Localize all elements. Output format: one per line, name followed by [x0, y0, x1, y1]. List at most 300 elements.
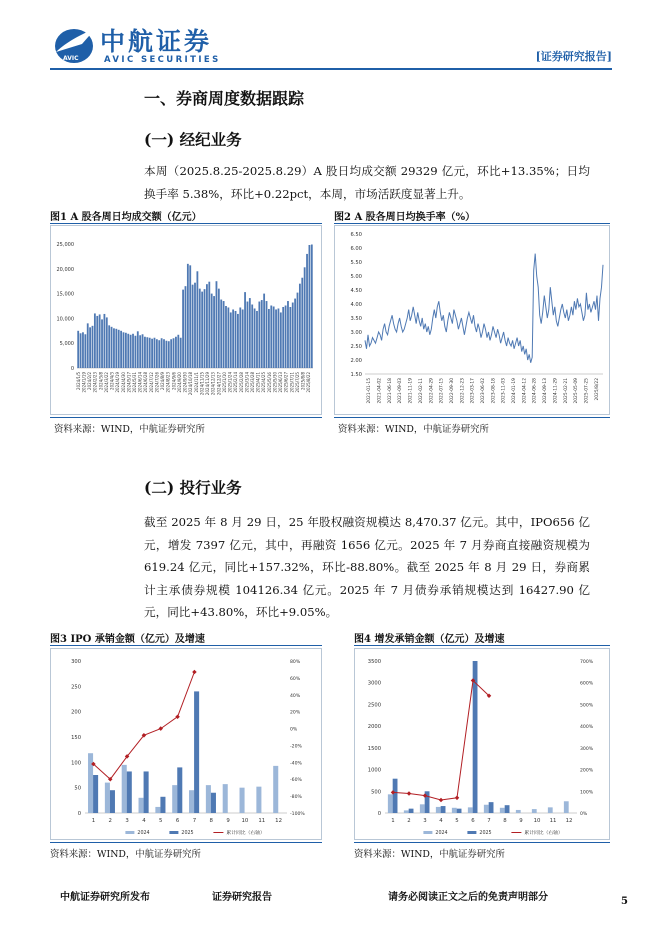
fig3-source: 资料来源：WIND，中航证券研究所: [50, 849, 201, 860]
fig1-bar: [146, 337, 148, 368]
fig3-y-tick-label: 150: [71, 735, 81, 741]
fig1-bar: [139, 335, 141, 368]
fig1-bar: [187, 264, 189, 368]
fig1-bar: [266, 301, 268, 368]
fig2-series-line: [365, 254, 603, 363]
fig4-title-rule: [354, 645, 610, 646]
fig3-bar-2025: [177, 767, 182, 813]
fig1-x-tick-label: 2025/8/22: [306, 372, 312, 393]
fig1-x-tick-label: 2025/6/27: [283, 372, 289, 393]
fig1-bar: [137, 331, 139, 368]
fig4-frame: [354, 648, 610, 840]
fig4-x-tick-label: 2: [407, 818, 411, 824]
fig1-bar: [149, 338, 151, 368]
fig3-y2-tick-label: 60%: [290, 676, 301, 682]
plane-emblem-icon: [52, 22, 98, 68]
fig1-x-tick-label: 2024/11/1: [193, 372, 199, 393]
fig1-bar: [158, 340, 160, 368]
fig3-y2-tick-label: 80%: [290, 660, 301, 665]
fig1-x-tick-label: 2025/2/28: [238, 372, 244, 393]
fig1-bar: [99, 314, 101, 368]
fig4-y2-tick-label: 200%: [580, 768, 594, 774]
fig1-x-tick-label: 2024/4/19: [115, 372, 121, 393]
fig2-title: 图2 A 股各周日均换手率（%）: [334, 212, 476, 223]
fig3-x-tick-label: 11: [258, 818, 266, 824]
fig4-cum-yoy-point: [455, 796, 460, 801]
fig1-bar: [82, 332, 84, 368]
fig1-bar: [87, 323, 89, 368]
fig1-x-tick-label: 2024/9/30: [182, 372, 188, 393]
fig1-chart: [51, 226, 321, 414]
fig4-x-tick-label: 8: [503, 818, 507, 824]
fig2-x-tick-label: 2021-11-19: [408, 378, 414, 404]
fig2-x-tick-label: 2022-12-23: [460, 378, 466, 404]
fig3-y2-tick-label: -20%: [290, 744, 302, 750]
fig4-bar-2024: [388, 794, 393, 813]
fig1-x-tick-label: 2024/12/13: [210, 372, 216, 396]
fig4-title: 图4 增发承销金额（亿元）及增速: [354, 634, 505, 645]
footer-report-type: 证券研究报告: [212, 892, 272, 903]
fig2-x-tick-label: 2024-04-12: [522, 378, 528, 404]
fig4-x-tick-label: 11: [549, 818, 557, 824]
fig3-y-tick-label: 200: [71, 709, 81, 716]
fig4-y2-tick-label: 100%: [580, 790, 594, 796]
fig2-y-tick-label: 3.50: [350, 316, 362, 322]
fig1-bar: [130, 335, 132, 368]
fig1-x-tick-label: 2025/4/25: [261, 372, 267, 393]
fig1-y-tick-label: 10,000: [56, 316, 74, 323]
fig1-bar: [244, 292, 246, 368]
fig3-bar-2025: [93, 775, 98, 813]
fig1-bar: [251, 305, 253, 368]
fig1-x-tick-label: 2024/3/8: [98, 372, 104, 390]
fig2-source: 资料来源：WIND，中航证券研究所: [338, 424, 489, 435]
fig4-y2-tick-label: 300%: [580, 746, 594, 752]
fig1-bar: [230, 312, 232, 368]
fig1-bar: [268, 309, 270, 368]
fig4-bar-2024: [484, 805, 489, 813]
fig1-bar: [249, 298, 251, 368]
fig4-bar-2025: [393, 779, 398, 813]
fig1-bar: [311, 244, 313, 368]
fig2-x-tick-label: 2021-09-03: [398, 378, 404, 404]
fig1-bar: [297, 293, 299, 368]
fig4-bar-2025: [489, 802, 494, 813]
fig1-bar: [278, 308, 280, 368]
fig1-bar: [242, 309, 244, 368]
fig3-title: 图3 IPO 承销金额（亿元）及增速: [50, 634, 205, 645]
fig3-bar-2024: [139, 798, 144, 813]
fig3-y-tick-label: 0: [77, 811, 81, 817]
fig2-y-tick-label: 6.00: [350, 246, 362, 252]
fig1-bar: [189, 265, 191, 368]
fig3-bar-2024: [240, 788, 245, 813]
brokerage-paragraph: 本周（2025.8.25-2025.8.29）A 股日均成交额 29329 亿元，环比+13.35%；日均换手率 5.38%，环比+0.22pct，本周，市场活跃度显著上升。: [144, 164, 590, 201]
subsection-heading-ib: (二) 投行业务: [144, 478, 242, 497]
fig2-x-tick-label: 2025/8/22: [594, 378, 600, 401]
fig1-x-tick-label: 2024/1/19: [81, 372, 87, 393]
fig3-legend-swatch: [169, 831, 178, 834]
fig2-y-tick-label: 5.00: [350, 274, 362, 280]
company-logo: [52, 22, 232, 68]
fig1-bar: [96, 316, 98, 368]
fig2-y-tick-label: 4.50: [350, 288, 362, 294]
fig2-x-tick-label: 2025-07-25: [584, 378, 590, 404]
fig2-x-tick-label: 2022-02-11: [418, 378, 424, 404]
fig1-bar: [270, 306, 272, 368]
fig4-bar-2024: [516, 810, 521, 813]
fig4-x-tick-label: 7: [487, 818, 491, 824]
fig3-x-tick-label: 2: [108, 818, 112, 824]
fig1-x-tick-label: 2024/11/15: [199, 372, 205, 396]
fig3-chart: [51, 649, 321, 839]
fig2-x-tick-label: 2023-11-03: [501, 378, 507, 404]
fig1-bar: [134, 336, 136, 368]
fig2-y-tick-label: 2.00: [350, 358, 362, 364]
fig4-bar-2024: [468, 807, 473, 813]
fig1-bar: [182, 290, 184, 368]
fig4-y-tick-label: 1000: [367, 767, 381, 774]
fig1-bar: [185, 286, 187, 368]
fig4-y-tick-label: 2000: [367, 724, 381, 731]
fig4-x-tick-label: 9: [519, 818, 523, 824]
fig4-x-tick-label: 12: [565, 818, 573, 824]
fig1-bar: [282, 307, 284, 368]
fig1-x-tick-label: 2025/5/16: [266, 372, 272, 393]
fig4-bar-2024: [436, 807, 441, 813]
fig1-bar: [218, 289, 220, 368]
fig4-bottom-rule: [354, 842, 610, 843]
fig1-x-tick-label: 2025/3/14: [244, 372, 250, 393]
fig3-bar-2025: [127, 771, 132, 813]
fig1-bar: [115, 329, 117, 368]
fig1-x-tick-label: 2024/1/5: [75, 372, 81, 390]
fig1-bar: [247, 302, 249, 368]
fig1-bar: [232, 309, 234, 368]
fig2-y-tick-label: 4.00: [350, 302, 362, 308]
fig3-bar-2024: [206, 785, 211, 813]
fig2-x-tick-label: 2024-09-13: [543, 378, 549, 404]
fig4-bar-2024: [500, 808, 505, 813]
fig1-bar: [237, 314, 239, 368]
fig4-x-tick-label: 6: [471, 818, 475, 824]
fig1-bar: [151, 339, 153, 368]
fig1-bar: [196, 271, 198, 368]
fig4-x-tick-label: 3: [423, 818, 427, 824]
fig1-bar: [299, 284, 301, 368]
page-number: 5: [621, 896, 628, 907]
fig1-y-tick-label: 0: [70, 366, 74, 372]
fig1-bar: [301, 278, 303, 368]
fig4-legend-label: 累计同比（右轴）: [524, 831, 563, 836]
fig1-bar: [258, 302, 260, 368]
fig1-bar: [77, 331, 79, 368]
fig2-y-tick-label: 1.50: [350, 372, 362, 378]
fig4-x-tick-label: 5: [455, 818, 459, 824]
fig1-x-tick-label: 2024/7/12: [148, 372, 154, 393]
fig1-bar: [275, 309, 277, 368]
fig1-bar: [285, 306, 287, 368]
fig1-x-tick-label: 2024/5/31: [132, 372, 137, 393]
fig3-x-tick-label: 4: [142, 818, 146, 824]
fig2-x-tick-label: 2024-11-29: [553, 378, 559, 404]
fig1-bar: [213, 296, 215, 368]
fig1-x-tick-label: 2025/7/11: [289, 372, 295, 393]
fig3-y2-tick-label: 0%: [290, 727, 298, 733]
fig3-cum-yoy-point: [192, 670, 197, 675]
fig1-bar: [120, 331, 122, 368]
header-divider: [50, 68, 612, 70]
fig1-source: 资料来源：WIND，中航证券研究所: [54, 424, 205, 435]
fig1-x-tick-label: 2024/9/6: [171, 372, 177, 390]
fig4-y2-tick-label: 0%: [580, 812, 588, 817]
fig1-bar: [118, 330, 120, 368]
fig3-bar-2024: [88, 753, 93, 813]
fig1-x-tick-label: 2024/4/3: [109, 372, 115, 390]
fig1-bar: [289, 307, 291, 368]
fig1-bar: [89, 327, 91, 368]
fig1-y-tick-label: 20,000: [56, 266, 74, 273]
fig3-bar-2024: [172, 785, 177, 813]
fig1-x-tick-label: 2024/8/9: [160, 372, 166, 390]
logo-chinese-name: 中航证券: [100, 27, 213, 56]
fig2-y-tick-label: 6.50: [350, 232, 362, 238]
fig4-bar-2025: [457, 809, 462, 813]
fig1-x-tick-label: 2024/7/26: [154, 372, 160, 393]
fig3-y2-tick-label: -100%: [290, 812, 305, 817]
fig3-bottom-rule: [50, 842, 322, 843]
fig2-bottom-rule: [334, 417, 610, 418]
fig4-source: 资料来源：WIND，中航证券研究所: [354, 849, 505, 860]
fig1-bar: [239, 307, 241, 368]
fig2-y-tick-label: 3.00: [350, 330, 362, 336]
fig2-y-tick-label: 5.50: [350, 260, 362, 266]
logo-badge: AVIC: [63, 55, 79, 62]
fig4-y-tick-label: 1500: [367, 745, 381, 752]
fig1-bar: [173, 338, 175, 368]
fig3-x-tick-label: 5: [159, 818, 163, 824]
fig3-bar-2024: [155, 807, 160, 813]
fig1-bar: [280, 312, 282, 368]
fig4-x-tick-label: 1: [391, 818, 395, 824]
fig1-bar: [254, 308, 256, 368]
fig4-y2-tick-label: 600%: [580, 681, 594, 687]
fig2-x-tick-label: 2021-04-02: [377, 378, 383, 404]
fig4-legend-label: 2024: [435, 831, 448, 836]
fig1-bar: [104, 314, 106, 368]
fig3-x-tick-label: 3: [125, 818, 129, 824]
fig3-bar-2025: [160, 797, 165, 813]
section-heading: 一、券商周度数据跟踪: [144, 89, 305, 108]
fig2-x-tick-label: 2025-02-21: [563, 378, 569, 404]
fig3-cum-yoy-line: [93, 672, 194, 779]
fig1-bar: [192, 285, 194, 368]
fig1-bar: [80, 333, 82, 368]
fig4-x-tick-label: 10: [533, 818, 541, 824]
fig4-x-tick-label: 4: [439, 818, 443, 824]
fig1-bar: [208, 282, 210, 368]
fig1-x-tick-label: 2025/1/24: [227, 372, 233, 393]
fig1-bar: [168, 341, 170, 368]
fig1-bar: [206, 284, 208, 368]
fig2-x-tick-label: 2024-06-28: [532, 378, 538, 404]
subsection-heading-brokerage: (一) 经纪业务: [144, 130, 242, 149]
fig1-bar: [273, 306, 275, 368]
fig1-bar: [161, 338, 163, 368]
fig1-bar: [177, 335, 179, 368]
fig3-x-tick-label: 6: [175, 818, 180, 824]
fig3-y2-tick-label: -40%: [290, 761, 302, 767]
fig1-x-tick-label: 2025/3/28: [250, 372, 255, 393]
fig1-x-tick-label: 2024/5/17: [126, 372, 132, 393]
fig1-bar: [256, 311, 258, 368]
fig1-bar: [216, 281, 218, 368]
fig1-bar: [123, 332, 125, 368]
fig1-title: 图1 A 股各周日均成交额（亿元）: [50, 212, 202, 223]
fig2-x-tick-label: 2023-08-18: [491, 378, 497, 404]
fig4-legend-label: 2025: [479, 831, 492, 836]
fig4-y-tick-label: 2500: [367, 702, 381, 709]
fig3-x-tick-label: 1: [91, 818, 96, 824]
fig2-x-tick-label: 2025-05-09: [574, 378, 580, 404]
fig1-x-tick-label: 2024/10/18: [188, 372, 194, 396]
fig3-bar-2024: [223, 784, 228, 813]
fig1-bar: [309, 245, 311, 368]
fig1-bottom-rule: [50, 417, 322, 418]
fig1-bar: [108, 325, 110, 368]
fig1-x-tick-label: 2025/1/10: [221, 372, 227, 393]
fig1-x-tick-label: 2024/4/30: [120, 372, 126, 393]
fig3-y-tick-label: 300: [71, 659, 81, 665]
fig1-bar: [194, 283, 196, 368]
report-type-tag: [证券研究报告]: [535, 50, 612, 63]
fig1-x-tick-label: 2024/2/23: [92, 372, 98, 393]
fig3-y-tick-label: 100: [71, 760, 81, 767]
fig3-y2-tick-label: -60%: [290, 778, 302, 784]
fig1-bar: [132, 334, 134, 368]
fig3-bar-2025: [194, 691, 199, 813]
fig1-frame: [50, 225, 322, 415]
fig2-chart: [335, 226, 609, 414]
fig1-bar: [106, 317, 108, 368]
fig3-legend-label: 2025: [181, 831, 194, 836]
fig3-x-tick-label: 12: [275, 818, 283, 824]
fig3-bar-2024: [189, 790, 194, 813]
fig1-bar: [94, 313, 96, 368]
fig2-x-tick-label: 2024-01-19: [512, 378, 518, 404]
fig4-y-tick-label: 0: [377, 811, 381, 817]
fig1-bar: [304, 267, 306, 368]
fig3-legend-label: 2024: [137, 831, 150, 836]
fig1-bar: [113, 328, 115, 368]
fig4-bar-2024: [532, 809, 537, 813]
fig4-legend-swatch: [467, 831, 476, 834]
fig1-bar: [170, 339, 172, 368]
fig4-y-tick-label: 3500: [367, 659, 381, 665]
fig4-bar-2024: [452, 808, 457, 813]
fig1-x-tick-label: 2024/8/23: [165, 372, 171, 393]
fig1-bar: [92, 326, 94, 368]
fig1-bar: [220, 300, 222, 368]
fig3-y-tick-label: 250: [71, 684, 81, 691]
fig1-bar: [292, 303, 294, 368]
fig1-bar: [84, 334, 86, 368]
fig1-title-rule: [50, 223, 322, 224]
fig1-y-tick-label: 25,000: [56, 242, 74, 248]
fig2-x-tick-label: 2023-06-02: [481, 378, 486, 404]
fig1-bar: [125, 333, 127, 368]
fig1-bar: [111, 327, 113, 368]
fig2-x-tick-label: 2022-04-29: [429, 378, 435, 404]
fig4-chart: [355, 649, 609, 839]
fig1-x-tick-label: 2025/8/8: [300, 372, 306, 390]
fig1-bar: [142, 334, 144, 368]
fig1-bar: [261, 300, 263, 368]
fig1-x-tick-label: 2024/2/2: [87, 372, 93, 390]
fig2-x-tick-label: 2022-09-30: [449, 378, 455, 404]
fig3-legend-label: 累计同比（右轴）: [226, 831, 265, 836]
fig1-bar: [101, 319, 103, 368]
fig1-bar: [165, 341, 167, 368]
fig3-y-tick-label: 50: [74, 785, 81, 792]
fig3-bar-2025: [110, 790, 115, 813]
fig1-x-tick-label: 2025/2/14: [233, 372, 239, 393]
fig2-x-tick-label: 2021-01-15: [367, 378, 373, 404]
fig1-bar: [156, 339, 158, 368]
fig3-bar-2024: [273, 766, 278, 813]
fig3-x-tick-label: 7: [192, 818, 197, 824]
fig1-bar: [175, 337, 177, 368]
fig1-bar: [199, 289, 201, 368]
fig4-y2-tick-label: 500%: [580, 703, 594, 709]
fig4-bar-2024: [404, 810, 409, 813]
fig4-legend-swatch: [423, 831, 432, 834]
fig3-x-tick-label: 8: [209, 818, 213, 824]
footer-publisher: 中航证券研究所发布: [60, 892, 150, 903]
fig3-x-tick-label: 9: [226, 818, 230, 824]
fig2-x-tick-label: 2021-06-18: [387, 378, 393, 404]
fig1-x-tick-label: 2024/9/20: [176, 372, 182, 393]
fig4-y2-tick-label: 700%: [580, 660, 594, 665]
fig2-title-rule: [334, 223, 610, 224]
logo-english-name: AVIC SECURITIES: [104, 55, 221, 65]
fig4-bar-2025: [505, 805, 510, 813]
fig2-frame: [334, 225, 610, 415]
fig4-bar-2024: [420, 804, 425, 813]
fig3-bar-2025: [144, 771, 149, 813]
fig4-y-tick-label: 3000: [367, 680, 381, 687]
fig1-x-tick-label: 2025/6/13: [278, 372, 284, 393]
fig1-bar: [211, 294, 213, 368]
footer-disclaimer: 请务必阅读正文之后的免责声明部分: [388, 892, 548, 903]
fig1-y-tick-label: 15,000: [56, 291, 74, 298]
fig1-bar: [287, 301, 289, 368]
fig3-title-rule: [50, 645, 322, 646]
fig3-legend-swatch: [125, 831, 134, 834]
fig3-y2-tick-label: 40%: [290, 693, 301, 699]
fig3-frame: [50, 648, 322, 840]
fig1-bar: [154, 338, 156, 368]
fig1-bar: [163, 339, 165, 368]
fig4-y2-tick-label: 400%: [580, 725, 594, 731]
fig2-x-tick-label: 2023-03-17: [470, 378, 476, 404]
fig1-bar: [127, 334, 129, 368]
fig1-bar: [225, 306, 227, 368]
fig3-x-tick-label: 10: [241, 818, 249, 824]
fig2-y-tick-label: 2.50: [350, 344, 362, 350]
fig1-x-tick-label: 2025/4/11: [255, 372, 261, 393]
fig3-bar-2025: [211, 793, 216, 813]
